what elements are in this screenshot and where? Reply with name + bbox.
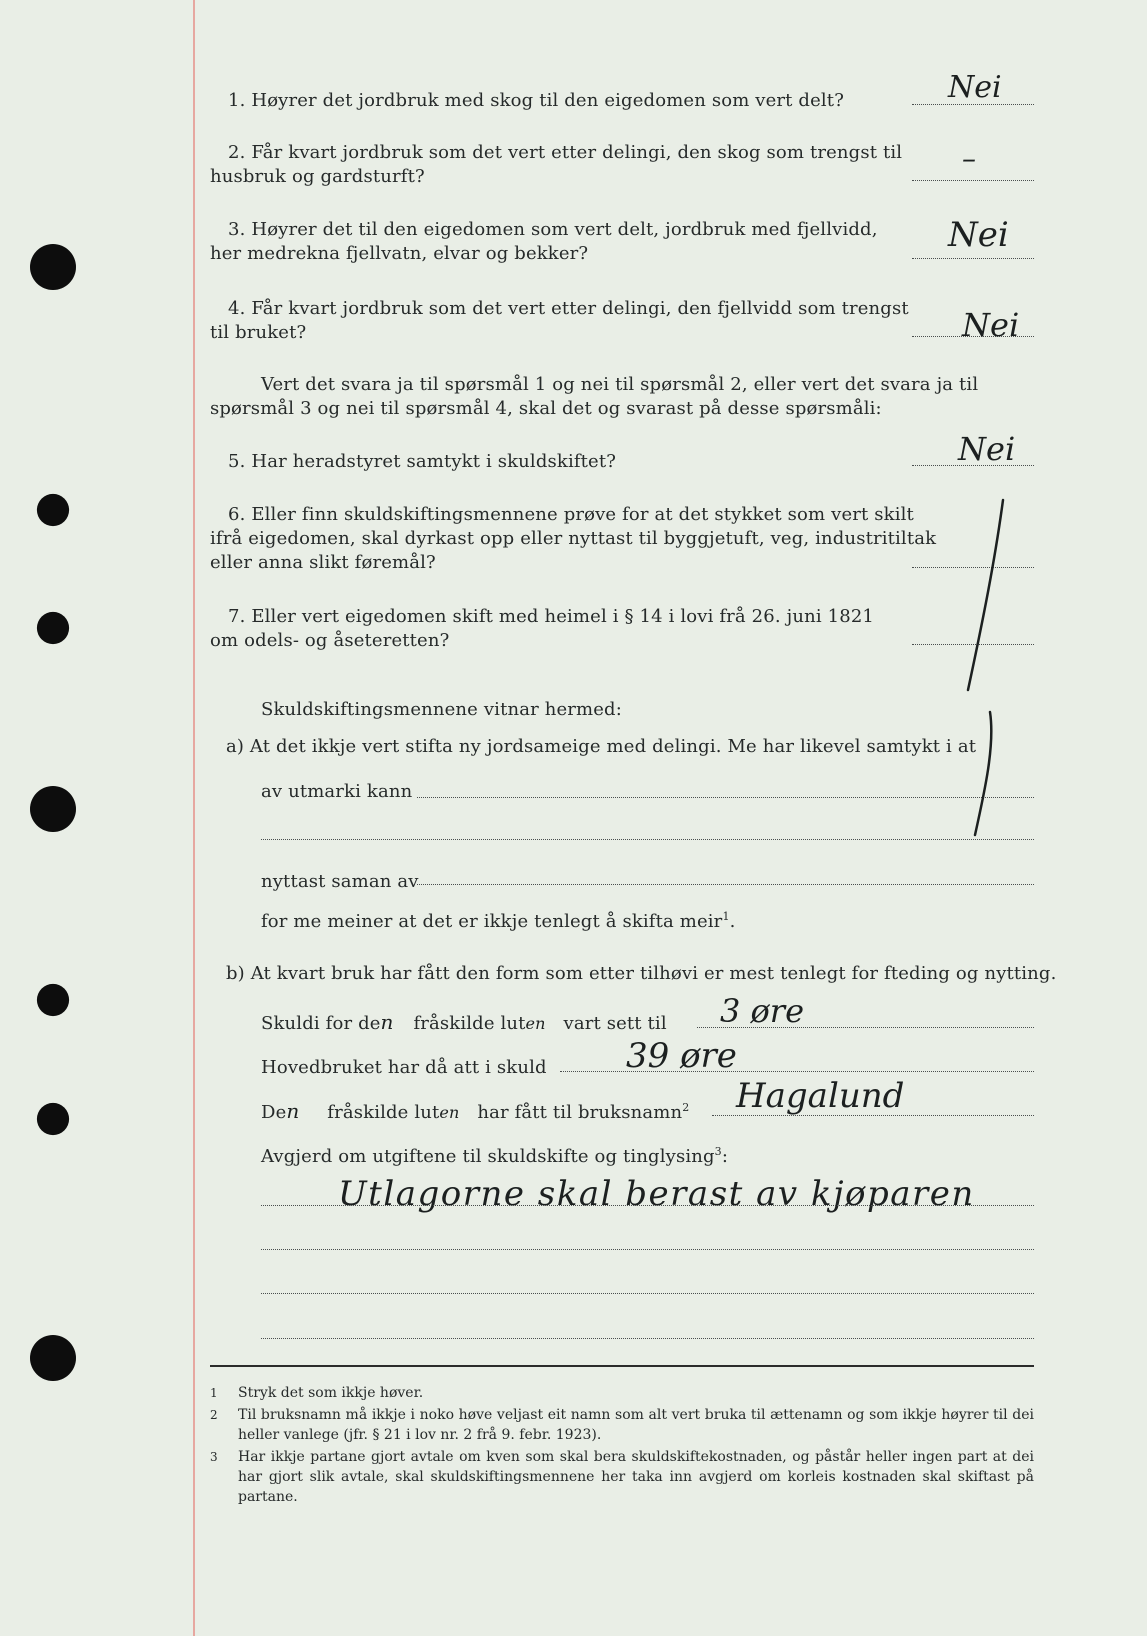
skuldi-mid: fråskilde lut	[413, 1013, 526, 1034]
question-3-line1: 3. Høyrer det til den eigedomen som vert delt, jordbruk med fjellvidd,	[228, 219, 878, 240]
question-4-line2: til bruket?	[210, 322, 307, 343]
bruksnamn-suffix2-handwritten: en	[439, 1103, 460, 1122]
answer-handwritten: –	[962, 142, 976, 175]
witness-a-conclusion: for me meiner at det er ikkje tenlegt å skifta meir$^1$.	[261, 910, 736, 932]
question-6-line1: 6. Eller finn skuldskiftingsmennene prøve for at det stykket som vert skilt	[228, 504, 914, 525]
witness-a-nyttast: nyttast saman av	[261, 871, 419, 892]
pen-stroke-witness-a	[975, 712, 991, 835]
question-7-line1: 7. Eller vert eigedomen skift med heimel i § 14 i lovi frå 26. juni 1821	[228, 606, 875, 627]
footnote-text: Stryk det som ikkje høver.	[238, 1385, 424, 1401]
footnote-mark-1: 1	[722, 910, 730, 923]
footnote-number: 1	[210, 1386, 218, 1400]
footnote-number: 2	[210, 1408, 218, 1422]
question-3-line2: her medrekna fjellvatn, elvar og bekker?	[210, 243, 589, 264]
bruksnamn-value-handwritten: Hagalund	[736, 1076, 905, 1116]
witness-a-utmark: av utmarki kann	[261, 781, 413, 802]
question-2-line2: husbruk og gardsturft?	[210, 166, 425, 187]
bruksnamn-end: har fått til bruksnamn	[477, 1102, 683, 1123]
intro-line2: spørsmål 3 og nei til spørsmål 4, skal det og svarast på desse spørsmåli:	[210, 398, 882, 419]
avgjerd-value-handwritten: Utlagorne skal berast av kjøparen	[338, 1174, 975, 1214]
bruksnamn-prefix: De	[261, 1102, 287, 1123]
footnote-text: Har ikkje partane gjort avtale om kven som skal bera skuldskiftekostnaden, og påstår heller ingen part at dei har gjort slik avtale, skal skuldskiftingsmennene her taka inn avgjerd om korleis kostnaden skal skiftast på partane.	[238, 1449, 1034, 1505]
intro-line1: Vert det svara ja til spørsmål 1 og nei til spørsmål 2, eller vert det svara ja til	[261, 374, 979, 395]
bruksnamn-mid: fråskilde lut	[327, 1102, 440, 1123]
hovedbruk-label: Hovedbruket har då att i skuld	[261, 1057, 547, 1078]
question-2-line1: 2. Får kvart jordbruk som det vert etter delingi, den skog som trengst til	[228, 142, 903, 163]
answer-handwritten: Nei	[958, 430, 1016, 468]
footnote-mark-2: 2	[682, 1101, 690, 1114]
conclusion-text: for me meiner at det er ikkje tenlegt å skifta meir	[261, 911, 723, 932]
witness-a-line1: a) At det ikkje vert stifta ny jordsameige med delingi. Me har likevel samtykt i at	[226, 736, 977, 757]
witness-b-line1: b) At kvart bruk har fått den form som etter tilhøvi er mest tenlegt for fteding og nytting.	[226, 963, 1057, 984]
footnote-mark-3: 3	[714, 1145, 722, 1158]
answer-handwritten: Nei	[962, 306, 1020, 344]
question-7-line2: om odels- og åseteretten?	[210, 630, 450, 651]
hovedbruk-value-handwritten: 39 øre	[626, 1036, 737, 1076]
skuldi-prefix: Skuldi for de	[261, 1013, 381, 1034]
skuldi-suffix2-handwritten: en	[525, 1014, 546, 1033]
witness-heading: Skuldskiftingsmennene vitnar hermed:	[261, 699, 622, 720]
pen-stroke-q6-q7	[968, 500, 1003, 690]
skuldi-suffix-handwritten: n	[380, 1010, 394, 1034]
avgjerd-text: Avgjerd om utgiftene til skuldskifte og tinglysing	[261, 1146, 715, 1167]
question-6-line2: ifrå eigedomen, skal dyrkast opp eller nyttast til byggjetuft, veg, industritiltak	[210, 528, 937, 549]
question-4-line1: 4. Får kvart jordbruk som det vert etter delingi, den fjellvidd som trengst	[228, 298, 909, 319]
answer-handwritten: Nei	[948, 215, 1009, 255]
question-5: 5. Har heradstyret samtykt i skuldskiftet?	[228, 451, 617, 472]
avgjerd-label: Avgjerd om utgiftene til skuldskifte og tinglysing$^3$:	[261, 1145, 729, 1167]
skuldi-value-handwritten: 3 øre	[720, 992, 805, 1030]
answer-handwritten: Nei	[948, 70, 1002, 105]
question-6-line3: eller anna slikt føremål?	[210, 552, 436, 573]
question-1: 1. Høyrer det jordbruk med skog til den eigedomen som vert delt?	[228, 90, 844, 111]
bruksnamn-suffix-handwritten: n	[286, 1099, 300, 1123]
skuldi-end: vart sett til	[563, 1013, 667, 1034]
footnote-text: Til bruksnamn må ikkje i noko høve veljast eit namn som alt vert bruka til ættenamn og som ikkje høyrer til dei heller vanlege (jfr. § 21 i lov nr. 2 frå 9. febr. 1923).	[238, 1407, 1034, 1443]
footnote-number: 3	[210, 1450, 218, 1464]
